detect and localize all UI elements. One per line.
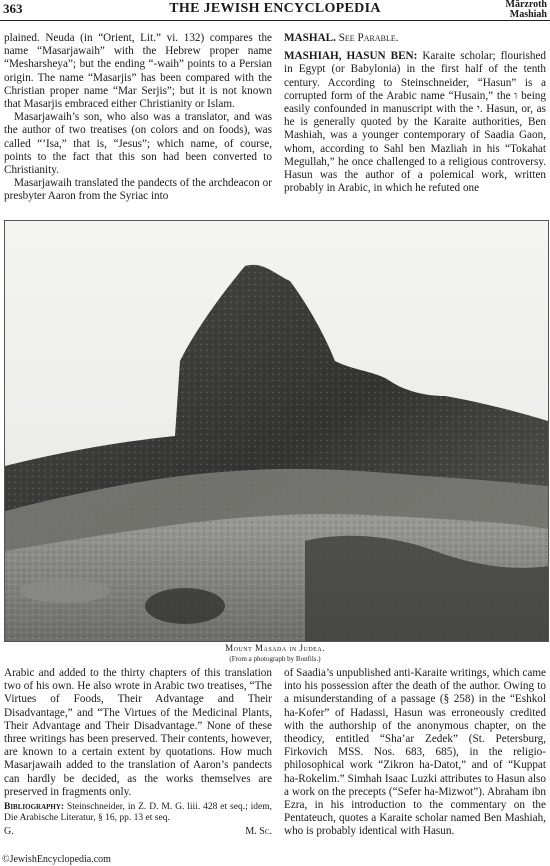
catchwords (506, 0, 547, 20)
cross-reference: See Parable. (338, 32, 399, 44)
paragraph: plained. Neuda (in “Orient, Lit.” vi. 132) compares the name “Masarjawaih” with the Hebrew proper name “Mesharsheya”; but the ending “-waih” points to a Persian origin. The name “Masarjis” has been compared with the Christian proper name “Mar Serjis”; but it is not known that Masarjis embraced either Christianity or Islam. (4, 32, 272, 111)
entry-heading: MASHAL. (284, 32, 336, 44)
paragraph: Masarjawaih translated the pandects of the archdeacon or presbyter Aaron from the Syriac into (4, 177, 272, 203)
entry-mashiah (284, 50, 546, 195)
header-rule (0, 20, 550, 21)
bibliography (4, 802, 272, 824)
entry-mashal (284, 32, 546, 45)
left-column-top (4, 32, 272, 204)
bibliography-text: Steinschneider, in Z. D. M. G. liii. 428 et seq.; idem, Die Arabische Literatur, § 16, pp. 13 et seq. (4, 802, 273, 824)
signature-initial: G. (4, 826, 14, 838)
figure-credit: (From a photograph by Bonfils.) (229, 655, 321, 663)
entry-heading: MASHIAH, HASUN BEN: (284, 50, 418, 63)
bibliography-label: Bibliography: (4, 802, 65, 813)
right-column-bottom (284, 667, 546, 839)
paragraph: of Saadia’s unpublished anti-Karaite writings, which came into his possession after the death of the author. Owing to a misunderstanding of a passage (§ 258) in the “Eshkol ha-Kofer” of Hadassi, Hasun was erroneously credited with the authorship of the anonymous chapter, on the theodicy, entitled “Sha’ar Zedek” (St. Petersburg, Firkovich MSS. Nos. 683, 685), in the religio-philosophical work “Zikron ha-Datot,” and of “Kuppat ha-Rokelim.” Simhah Isaac Luzki attributes to Hasun also a work on the precepts (“Sefer ha-Mizwot”). Abraham ibn Ezra, in his introduction to the commentary on the Pentateuch, quotes a Karaite scholar named Ben Mashiah, who is probably identical with Hasun. (284, 667, 546, 838)
signature-author: M. Sc. (245, 826, 272, 838)
catchword-first: Mārzroth (505, 0, 547, 10)
running-title: THE JEWISH ENCYCLOPEDIA (169, 1, 381, 16)
entry-text: Karaite scholar; flourished in Egypt (or Babylonia) in the first half of the tenth century. According to Steinschneider, “Hasun” is a corrupted form of the Arabic name “Husain,” the ו being easily confounded in manuscript with the י. Hasun, or, as he is generally quoted by the Karaite authorities, Ben Mashiah, was a younger contemporary of Saadia Gaon, whom, according to Sahl ben Mazliah in his “Tokahat Megullah,” he once challenged to a religious controversy. Hasun was the author of a polemical work, written probably in Arabic, in which he refuted one (284, 50, 547, 195)
figure-caption: Mount Masada in Judea. (225, 643, 325, 653)
signature-line (4, 825, 272, 838)
copyright-footer: ©JewishEncyclopedia.com (2, 854, 111, 865)
catchword-last: Mashiah (509, 9, 547, 20)
masada-photograph (4, 220, 549, 642)
paragraph: Masarjawaih’s son, who also was a translator, and was the author of two treatises (on colors and on foods), was called “’Isa,” that is, “Jesus”; which name, of course, points to the fact that this son had been converted to Christianity. (4, 111, 272, 177)
paragraph: Arabic and added to the thirty chapters of this translation two of his own. He also wrote in Arabic two treatises, “The Virtues of Foods, Their Advantage and Their Disadvantage,” and “The Virtues of the Medicinal Plants, Their Advantage and Their Disadvantage.” None of these three writings has been preserved. Their contents, however, are known to a certain extent by quotations. How much Masarjawaih added to the translation of Aaron’s pandects can hardly be decided, as the works themselves are preserved in fragments only. (4, 667, 272, 798)
right-column-top (284, 32, 546, 195)
left-column-bottom (4, 667, 272, 838)
page-number: 363 (3, 1, 23, 16)
page-header (0, 0, 550, 21)
